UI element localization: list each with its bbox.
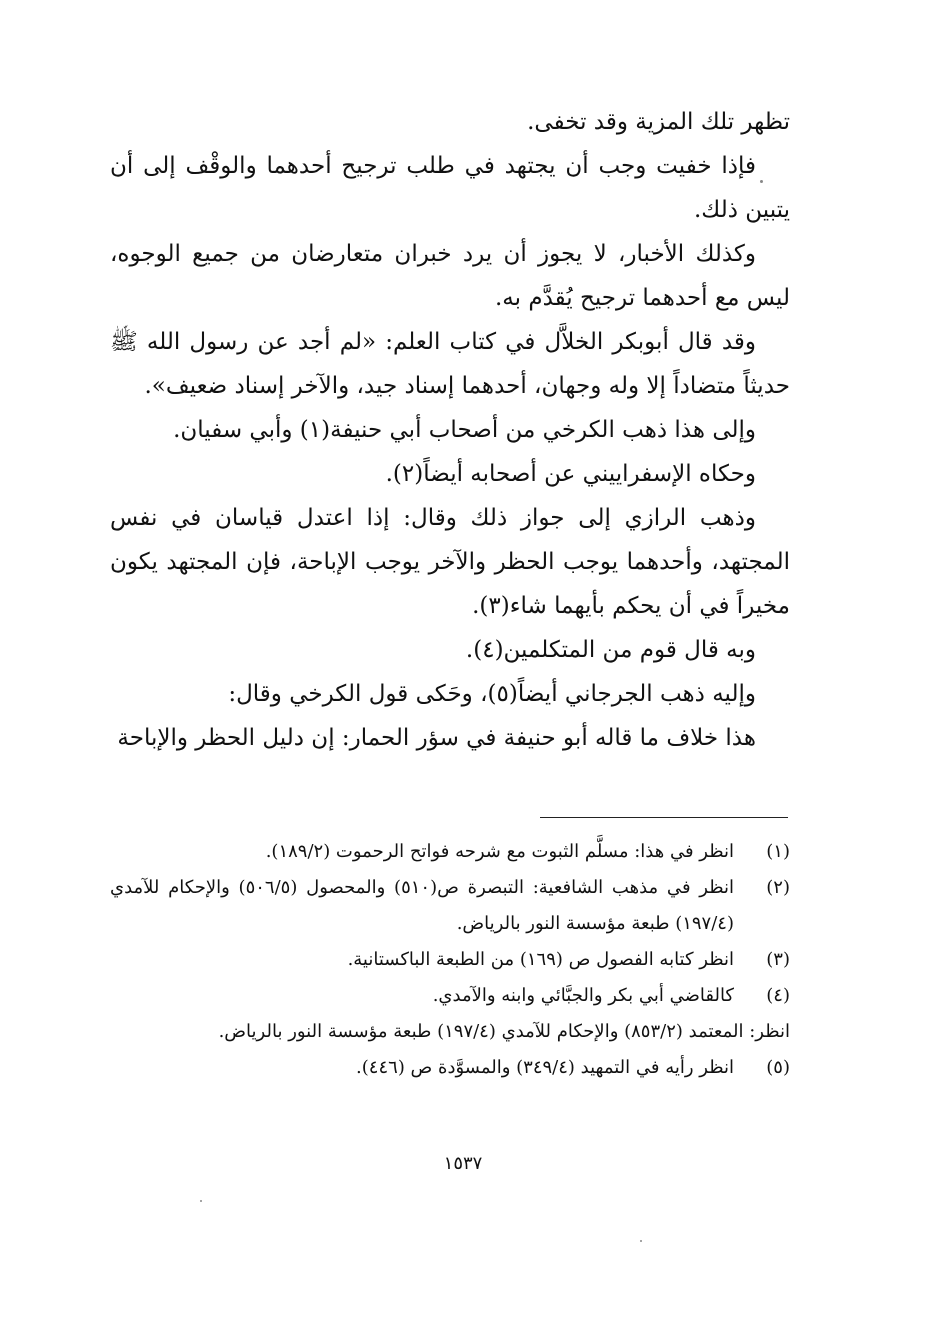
footnote-text: كالقاضي أبي بكر والجبَّائي وابنه والآمدي. [432,985,734,1006]
footnote [110,942,790,978]
paragraph: وإليه ذهب الجرجاني أيضاً(٥)، وحَكى قول الكرخي وقال: [228,681,756,707]
paragraph: هذا خلاف ما قاله أبو حنيفة في سؤر الحمار: إن دليل الحظر والإباحة [117,725,756,751]
footnote-text: انظر كتابه الفصول ص (١٦٩) من الطبعة الباكستانية. [347,949,734,970]
footnote-text: انظر رأيه في التمهيد (٣٤٩/٤) والمسوَّدة ص (٤٤٦). [356,1057,734,1078]
paragraph: وقد قال أبوبكر الخلاَّل في كتاب العلم: «لم أجد عن رسول الله ﷺ حديثاً متضاداً إلا وله وجهان، أحدهما إسناد جيد، والآخر إسناد ضعيف». [110,329,790,399]
footnote-number: (٥) [766,1057,790,1078]
paragraph: فإذا خفيت وجب أن يجتهد في طلب ترجيح أحدهما والوقْف إلى أن يتبين ذلك. [110,153,790,223]
scan-speck [640,1240,642,1242]
footnote-divider [540,817,788,818]
footnote [110,978,790,1014]
footnote-text: انظر: المعتمد (٨٥٣/٢) والإحكام للآمدي (١٩٧/٤) طبعة مؤسسة النور بالرياض. [218,1021,790,1042]
paragraph: وذهب الرازي إلى جواز ذلك وقال: إذا اعتدل قياسان في نفس المجتهد، وأحدهما يوجب الحظر والآخر يوجب الإباحة، فإن المجتهد يكون مخيراً في أن يحكم بأيهما شاء(٣). [110,505,790,619]
scan-speck [760,180,763,183]
footnote-text: انظر في مذهب الشافعية: التبصرة ص(٥١٠) والمحصول (٥٠٦/٥) والإحكام للآمدي (١٩٧/٤) طبعة مؤسسة النور بالرياض. [110,877,735,934]
paragraph: وإلى هذا ذهب الكرخي من أصحاب أبي حنيفة(١) وأبي سفيان. [173,417,756,443]
footnote-continuation [110,1014,790,1050]
footnote-number: (٢) [766,877,790,898]
footnote [110,870,790,942]
footnote-number: (٣) [766,949,790,970]
footnote-text: انظر في هذا: مسلَّم الثبوت مع شرحه فواتح الرحموت (١٨٩/٢). [265,841,734,862]
paragraph: وكذلك الأخبار، لا يجوز أن يرد خبران متعارضان من جميع الوجوه، ليس مع أحدهما ترجيح يُقدَّم به. [110,241,790,311]
footnote [110,834,790,870]
page-number: ١٥٣٧ [443,1153,483,1174]
paragraph: تظهر تلك المزية وقد تخفى. [527,109,790,135]
paragraph: وبه قال قوم من المتكلمين(٤). [465,637,756,663]
main-text [110,100,790,760]
footnote-number: (٤) [766,985,790,1006]
paragraph: وحكاه الإسفراييني عن أصحابه أيضاً(٢). [385,461,756,487]
scan-speck [200,1200,202,1202]
footnotes [110,834,790,1086]
footnote-number: (١) [766,841,790,862]
footnote [110,1050,790,1086]
